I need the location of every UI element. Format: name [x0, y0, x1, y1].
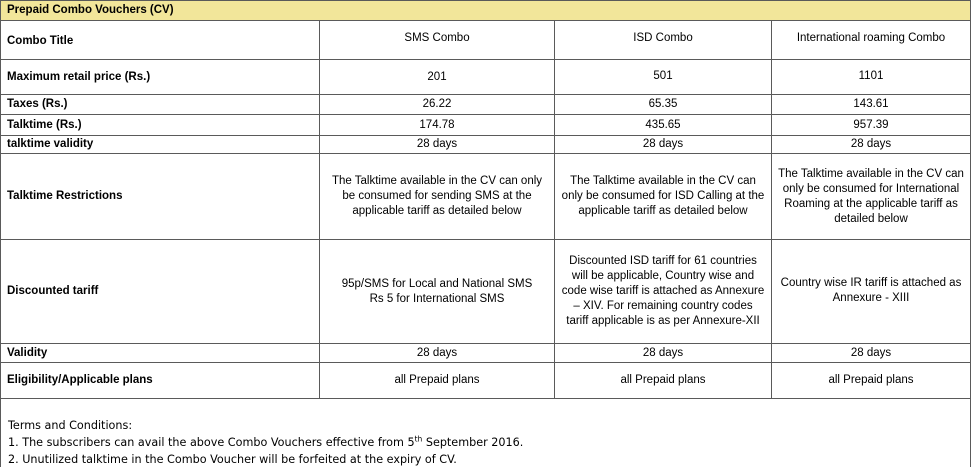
- row-label-taxes: Taxes (Rs.): [1, 95, 320, 115]
- table-title: Prepaid Combo Vouchers (CV): [1, 1, 971, 21]
- discounted-tariff-ir: Country wise IR tariff is attached as Annexure - XIII: [772, 240, 971, 344]
- terms-heading: Terms and Conditions:: [8, 419, 133, 432]
- table-row: [1, 344, 971, 363]
- combo-name-isd: ISD Combo: [555, 21, 772, 60]
- table-row: [1, 136, 971, 154]
- restriction-text-sms: The Talktime available in the CV can only be consumed for sending SMS at the applicable tariff as detailed below: [320, 154, 555, 240]
- row-label-validity: Validity: [1, 344, 320, 363]
- eligibility-value: all Prepaid plans: [320, 363, 555, 399]
- taxes-value: 26.22: [320, 95, 555, 115]
- row-label-eligibility: Eligibility/Applicable plans: [1, 363, 320, 399]
- restriction-text-isd: The Talktime available in the CV can only be consumed for ISD Calling at the applicable tariff as detailed below: [555, 154, 772, 240]
- terms-item-1-date: September 2016.: [422, 436, 524, 449]
- validity-value: 28 days: [555, 344, 772, 363]
- sms-tariff-line: Rs 5 for International SMS: [369, 292, 505, 305]
- table-row: [1, 154, 971, 240]
- eligibility-value: all Prepaid plans: [555, 363, 772, 399]
- table-row: [1, 60, 971, 95]
- taxes-value: 143.61: [772, 95, 971, 115]
- row-label-talktime: Talktime (Rs.): [1, 115, 320, 136]
- discounted-tariff-sms: [320, 240, 555, 344]
- terms-item-1: [8, 436, 523, 449]
- restriction-text-ir: The Talktime available in the CV can only be consumed for International Roaming at the applicable tariff as detailed below: [772, 154, 971, 240]
- mrp-value: 201: [320, 60, 555, 95]
- ordinal-suffix: th: [414, 434, 423, 444]
- row-label-discounted-tariff: Discounted tariff: [1, 240, 320, 344]
- talktime-value: 435.65: [555, 115, 772, 136]
- validity-value: 28 days: [320, 344, 555, 363]
- mrp-value: 1101: [772, 60, 971, 95]
- row-label-talktime-validity: talktime validity: [1, 136, 320, 154]
- talktime-value: 957.39: [772, 115, 971, 136]
- mrp-value: 501: [555, 60, 772, 95]
- row-label-combo-title: Combo Title: [1, 21, 320, 60]
- table-row: [1, 363, 971, 399]
- talktime-validity-value: 28 days: [772, 136, 971, 154]
- talktime-value: 174.78: [320, 115, 555, 136]
- terms-item-2: 2. Unutilized talktime in the Combo Voucher will be forfeited at the expiry of CV.: [8, 453, 457, 466]
- sms-tariff-line: 95p/SMS for Local and National SMS: [341, 277, 533, 290]
- talktime-validity-value: 28 days: [555, 136, 772, 154]
- discounted-tariff-isd: Discounted ISD tariff for 61 countries will be applicable, Country wise and code wise tariff is attached as Annexure – XIV. For remaining country codes tariff applicable is as per Annexure-XII: [555, 240, 772, 344]
- row-label-restrictions: Talktime Restrictions: [1, 154, 320, 240]
- terms-and-conditions: [0, 398, 971, 467]
- table-row: [1, 115, 971, 136]
- terms-item-1-text: 1. The subscribers can avail the above Combo Vouchers effective from 5: [8, 436, 415, 449]
- table-header-row: [1, 1, 971, 21]
- combo-name-sms: SMS Combo: [320, 21, 555, 60]
- eligibility-value: all Prepaid plans: [772, 363, 971, 399]
- table-row: [1, 21, 971, 60]
- taxes-value: 65.35: [555, 95, 772, 115]
- table-row: [1, 240, 971, 344]
- talktime-validity-value: 28 days: [320, 136, 555, 154]
- table-row: [1, 95, 971, 115]
- validity-value: 28 days: [772, 344, 971, 363]
- combo-name-ir: International roaming Combo: [772, 21, 971, 60]
- row-label-mrp: Maximum retail price (Rs.): [1, 60, 320, 95]
